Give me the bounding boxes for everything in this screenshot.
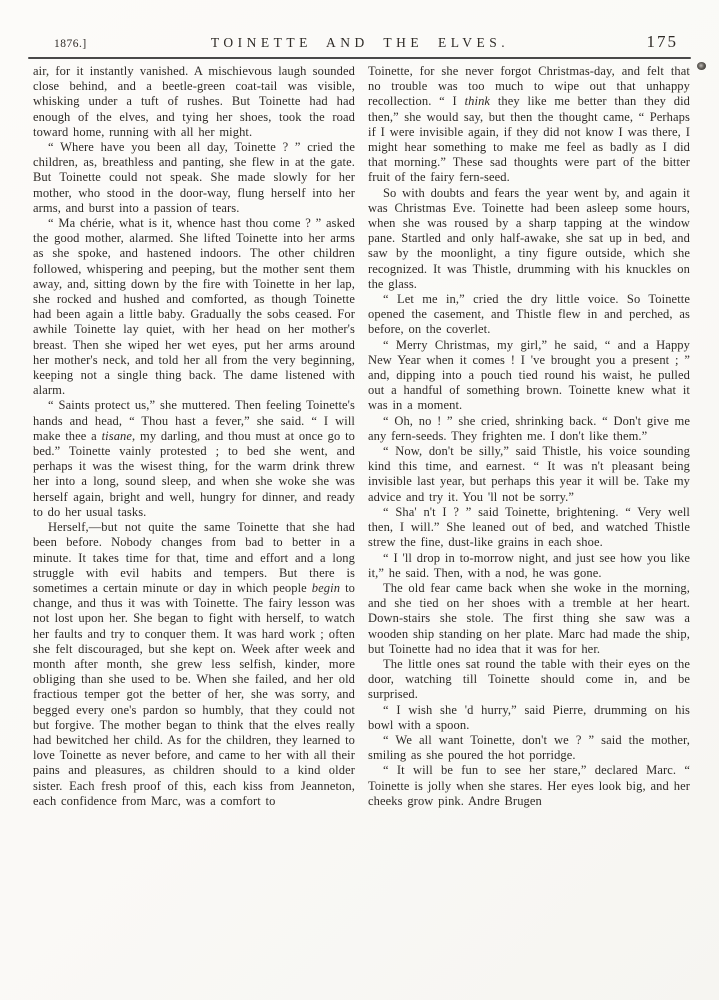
ink-spot — [697, 62, 706, 70]
header-date: 1876.] — [54, 38, 87, 50]
paragraph: air, for it instantly vanished. A mischievous laugh sounded close behind, and a beetle-green coat-tail was visible, whisking under a tuft of rushes. But Toinette had had enough of the elves, and tying her shoes, took the road toward home, running with all her might. — [33, 64, 355, 139]
paragraph: “ Where have you been all day, Toinette ? ” cried the children, as, breathless and panting, she flew in at the gate. But Toinette could not speak. She made slowly for her mother, who stood in the door-way, flung herself into her arms, and burst into a passion of tears. — [33, 140, 355, 215]
paragraph: Toinette, for she never forgot Christmas-day, and felt that no trouble was too much to wipe out that unhappy recollection. “ I think they like me better than they did then,” she would say, but then the thought came, “ Perhaps if I were invisible again, if they did not know I was there, I might hear something to make me feel as badly as I did that morning.” These sad thoughts were part of the bitter fruit of the fairy fern-seed. — [368, 64, 691, 185]
page-title: TOINETTE AND THE ELVES. — [210, 35, 510, 50]
paragraph: So with doubts and fears the year went by, and again it was Christmas Eve. Toinette had been asleep some hours, when she was roused by a sharp tapping at the window pane. Startled and only half-awake, she sat up in bed, and saw by the moonlight, a tiny figure outside, which she recognized. It was Thistle, drumming with his knuckles on the glass. — [368, 185, 690, 291]
paragraph: “ Sha' n't I ? ” said Toinette, brightening. “ Very well then, I will.” She leaned out of bed, and watched Thistle strew the fine, dust-like grains in each shoe. — [368, 504, 690, 550]
right-column — [368, 64, 690, 809]
paragraph: “ Saints protect us,” she muttered. Then feeling Toinette's hands and head, “ Thou hast a fever,” she said. “ I will make thee a tisane, my darling, and thou must at once go to bed.” Toinette vainly protested ; to bed she went, and perhaps it was the wisest thing, for the warm drink threw her into a long, sound sleep, and when she woke she was herself again, bright and well, hungry for dinner, and ready to do her usual tasks. — [33, 398, 355, 519]
paragraph: “ Oh, no ! ” she cried, shrinking back. “ Don't give me any fern-seeds. They frighten me. I don't like them.” — [368, 413, 690, 443]
paragraph: “ Ma chérie, what is it, whence hast thou come ? ” asked the good mother, alarmed. She lifted Toinette into her arms as she spoke, and hastened indoors. The other children followed, whispering and peeping, but the mother sent them away, and, sitting down by the fire with Toinette in her lap, she rocked and hushed and comforted, as though Toinette had been again a little baby. Gradually the sobs ceased. For awhile Toinette lay quiet, with her head on her mother's breast. Then she wiped her wet eyes, put her arms around her mother's neck, and told her all from the very beginning, keeping not a single thing back. The dame listened with alarm. — [33, 216, 355, 398]
page-header — [28, 32, 692, 52]
page-number: 175 — [646, 32, 678, 51]
text-columns — [33, 64, 690, 809]
paragraph: Herself,—but not quite the same Toinette that she had been before. Nobody changes from bad to better in a minute. It takes time for that, time and effort and a long struggle with evil habits and tempers. But there is sometimes a certain minute or day in which people begin to change, and thus it was with Toinette. The fairy lesson was not lost upon her. She began to fight with herself, to watch her faults and try to conquer them. It was hard work ; often she felt discouraged, but she kept on. Week after week and month after month, she grew less selfish, kinder, more obliging than she used to be. When she failed, and her old fractious temper got the better of her, she was sorry, and begged every one's pardon so humbly, that they could not but forgive. The mother began to think that the elves really had bewitched her child. As for the children, they learned to love Toinette as never before, and came to her with all their pains and pleasures, as children should to a kind older sister. Each fresh proof of this, each kiss from Jeanneton, each confidence from Marc, was a comfort to — [33, 520, 355, 808]
paragraph: The little ones sat round the table with their eyes on the door, watching till Toinette should come in, and be surprised. — [368, 656, 690, 702]
paragraph: “ I 'll drop in to-morrow night, and just see how you like it,” he said. Then, with a nod, he was gone. — [368, 550, 690, 580]
paragraph: “ Merry Christmas, my girl,” he said, “ and a Happy New Year when it comes ! I 've brought you a present ; ” and, dipping into a pouch tied round his waist, he pulled out a handful of something brown. Toinette knew what it was in a moment. — [368, 337, 690, 413]
header-divider — [28, 57, 691, 59]
paragraph: The old fear came back when she woke in the morning, and she tied on her shoes with a tremble at her heart. Down-stairs she stole. The first thing she saw was a wooden ship standing on her plate. Marc had made the ship, but Toinette had no idea that it was for her. — [368, 580, 690, 656]
paragraph: “ We all want Toinette, don't we ? ” said the mother, smiling as she poured the hot porridge. — [368, 732, 690, 763]
paragraph: “ It will be fun to see her stare,” declared Marc. “ Toinette is jolly when she stares. Her eyes look big, and her cheeks grow pink. Andre Brugen — [368, 763, 690, 808]
paragraph: “ Let me in,” cried the dry little voice. So Toinette opened the casement, and Thistle flew in and perched, as before, on the coverlet. — [368, 292, 690, 337]
paragraph: “ I wish she 'd hurry,” said Pierre, drumming on his bowl with a spoon. — [368, 702, 690, 732]
paragraph: “ Now, don't be silly,” said Thistle, his voice sounding kind this time, and earnest. “ It was n't pleasant being invisible last year, but perhaps this year it will be. Take my advice and try it. You 'll not be sorry.” — [368, 444, 690, 504]
left-column — [33, 64, 355, 809]
